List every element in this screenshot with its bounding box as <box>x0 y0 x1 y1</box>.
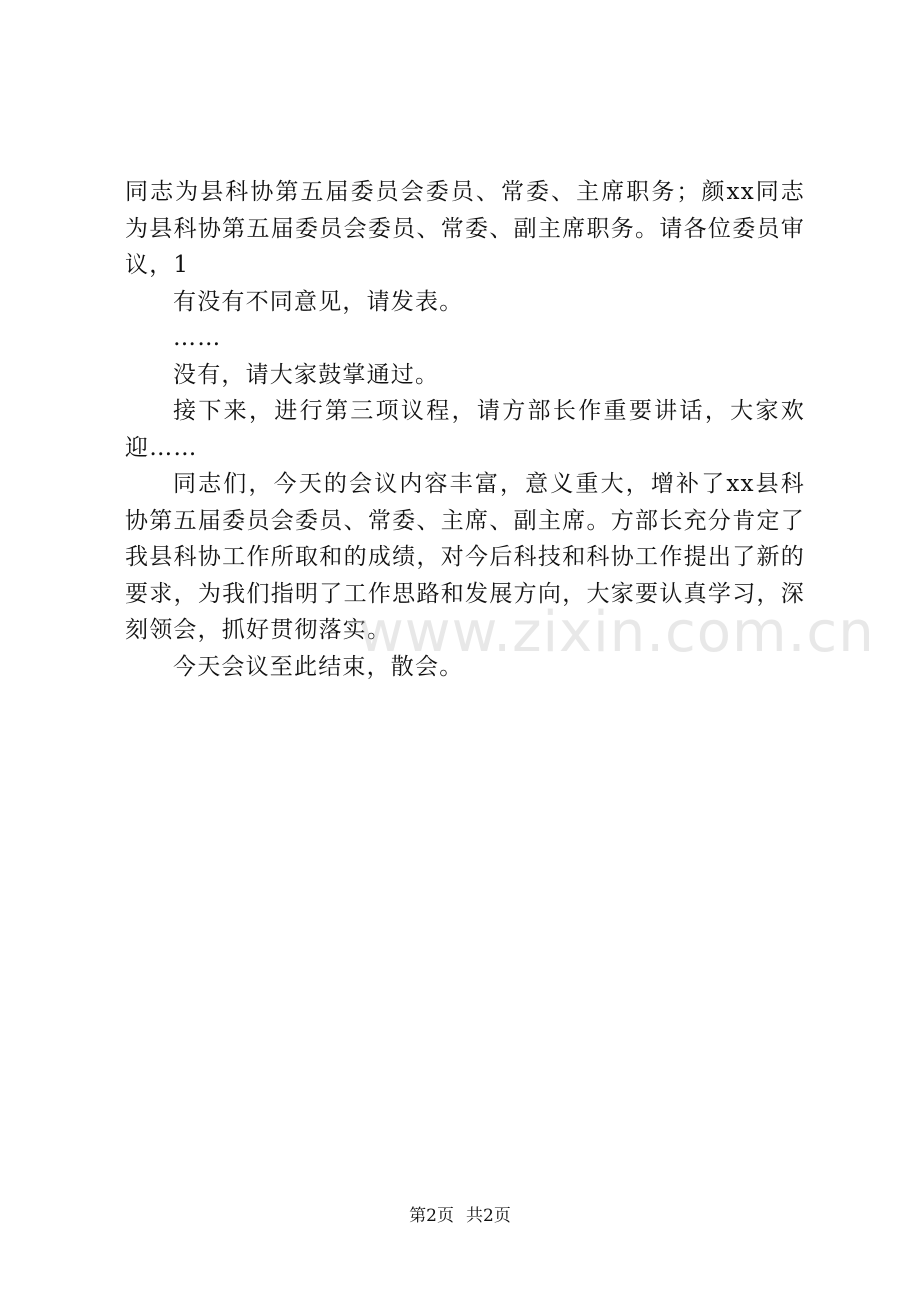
paragraph-agenda-three: 接下来，进行第三项议程，请方部长作重要讲话，大家欢迎…… <box>125 398 805 461</box>
paragraph-closing: 今天会议至此结束，散会。 <box>173 653 464 680</box>
paragraph-continued: 同志为县科协第五届委员会委员、常委、主席职务；颜xx同志为县科协第五届委员会委员、常委、副主席职务。请各位委员审议，1 <box>125 179 805 278</box>
paragraph-applause: 没有，请大家鼓掌通过。 <box>173 361 440 388</box>
paragraph-summary: 同志们，今天的会议内容丰富，意义重大，增补了xx县科协第五届委员会委员、常委、主席、副主席。方部长充分肯定了我县科协工作所取和的成绩，对今后科技和科协工作提出了新的要求，为我们指明了工作思路和发展方向，大家要认真学习，深刻领会，抓好贯彻落实。 <box>125 471 805 643</box>
page-number: 第2页 <box>409 1206 454 1226</box>
page-footer <box>0 1201 920 1226</box>
document-body <box>125 174 805 685</box>
paragraph-ellipsis: …… <box>173 325 222 351</box>
site-watermark: www.zixin.com.cn <box>358 600 875 665</box>
page-total: 共2页 <box>466 1206 511 1226</box>
paragraph-ask-opinions: 有没有不同意见，请发表。 <box>173 288 464 315</box>
